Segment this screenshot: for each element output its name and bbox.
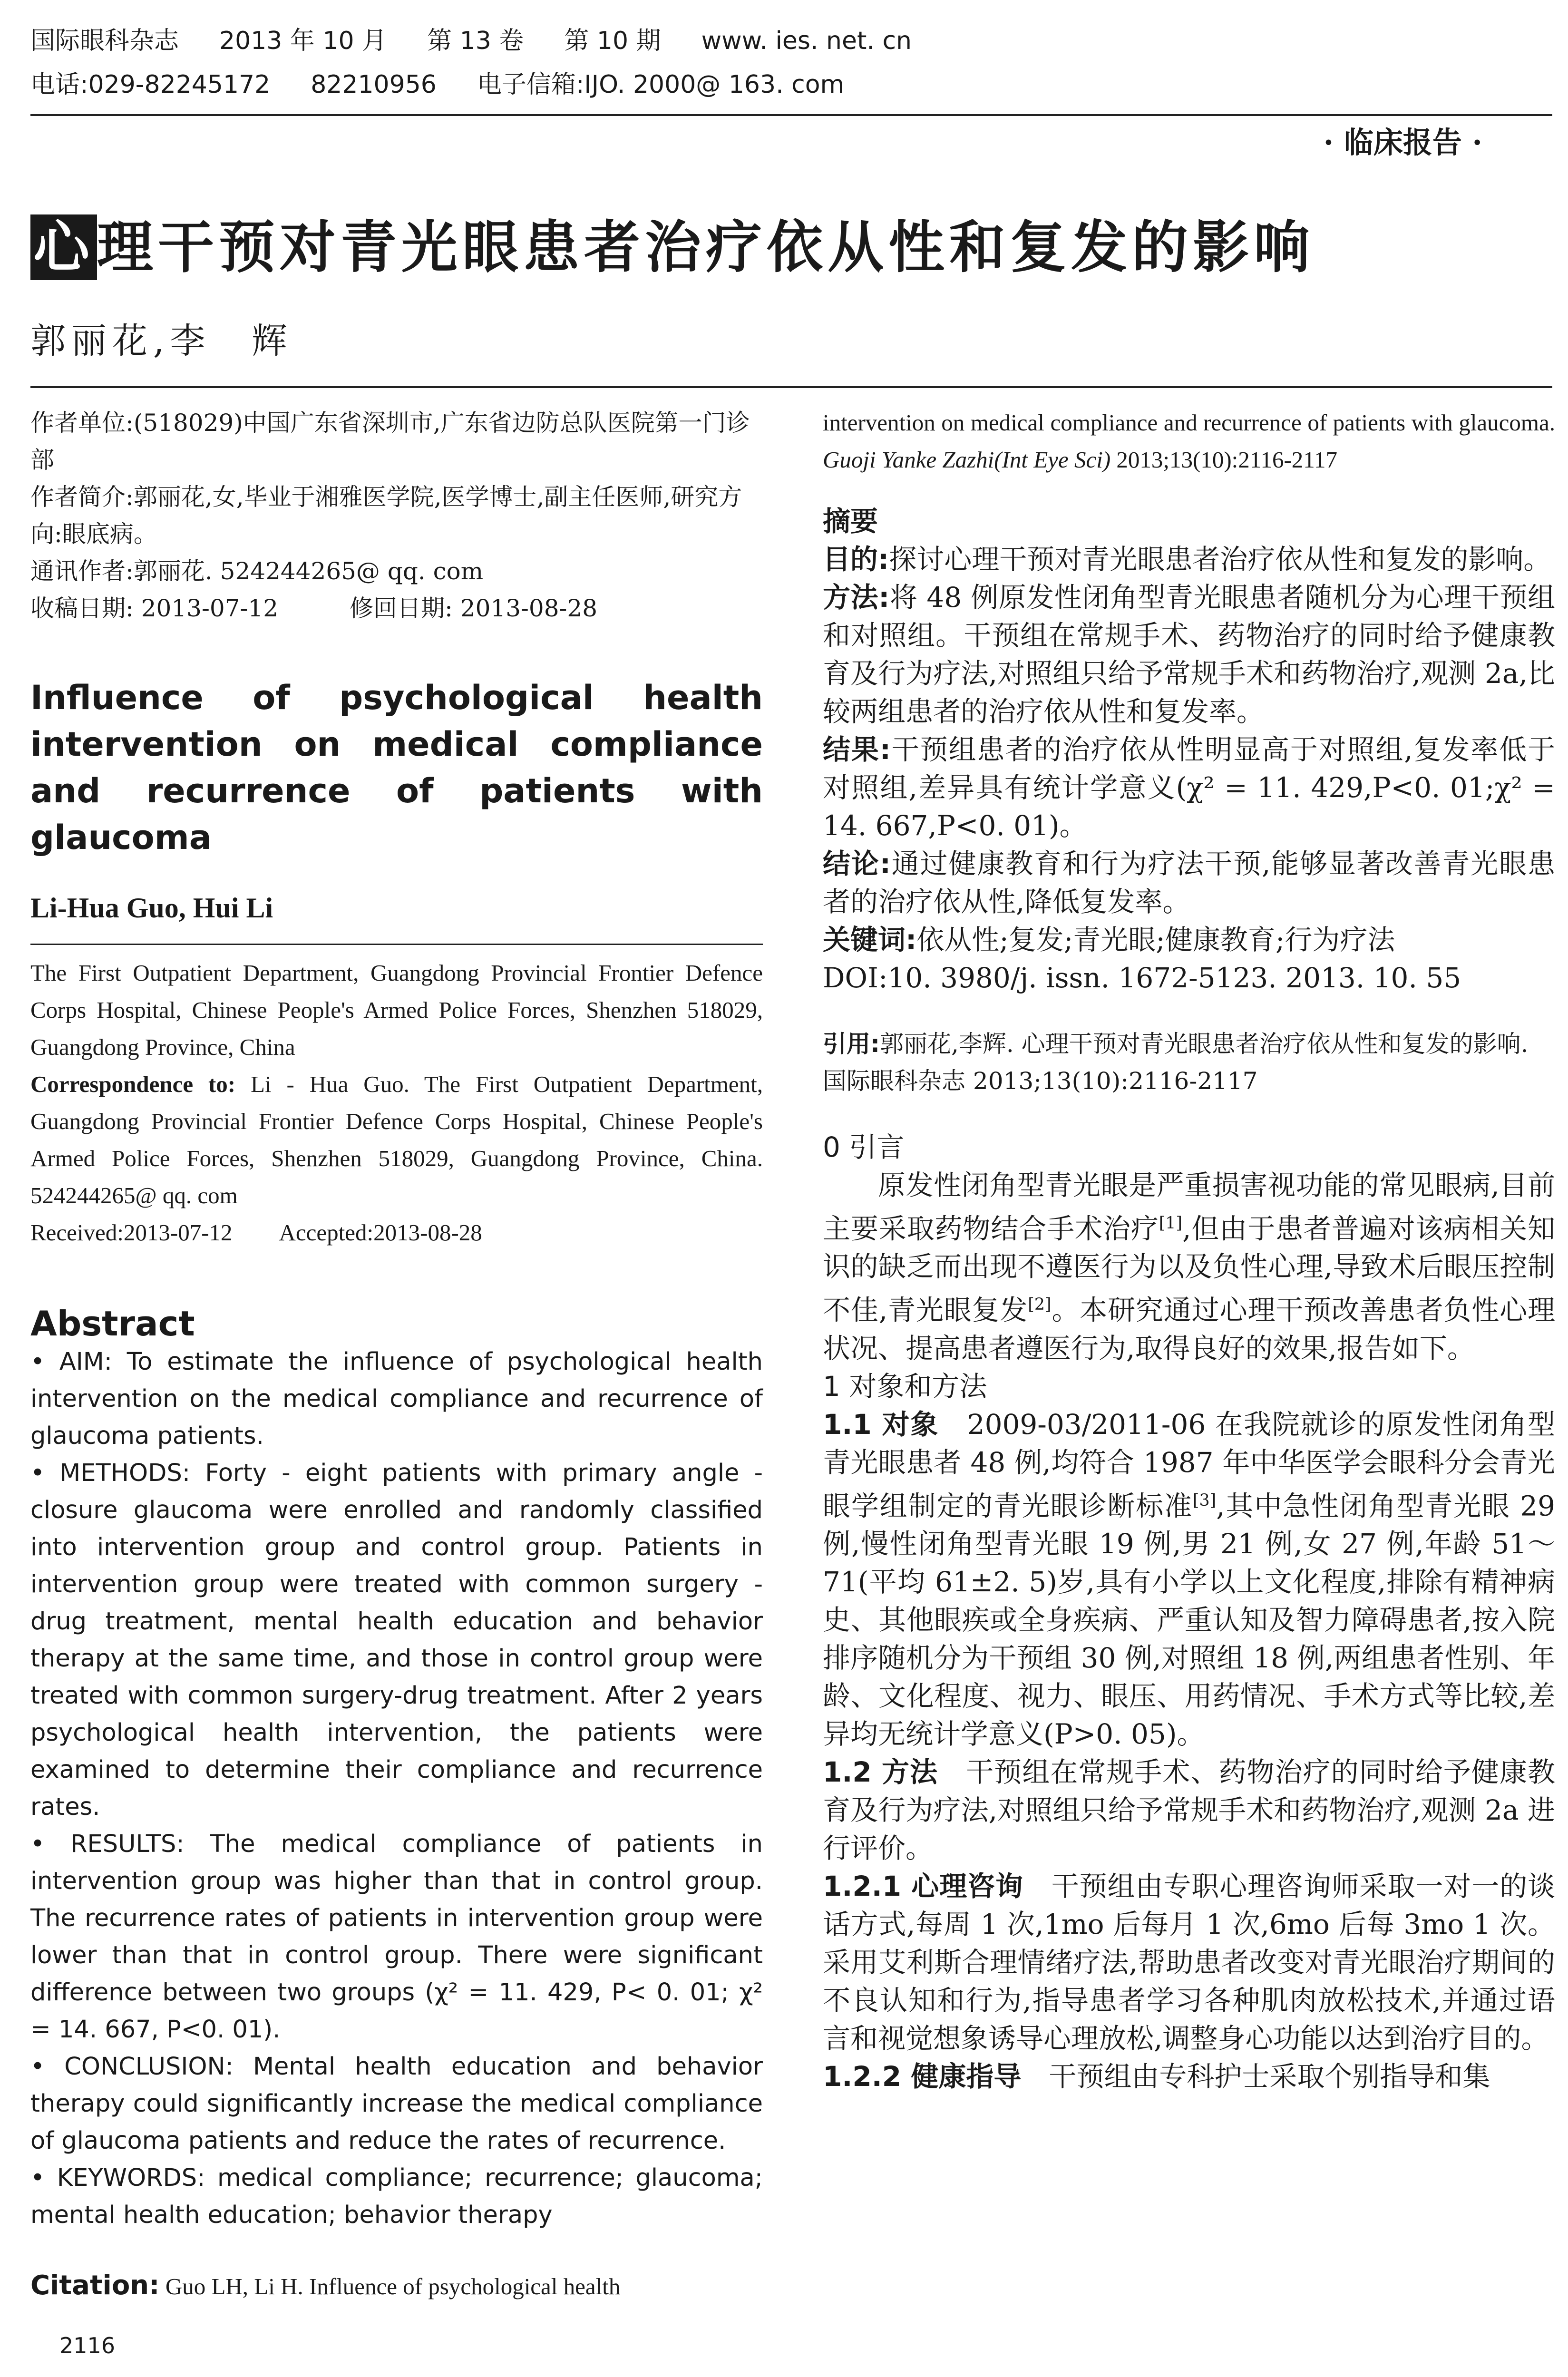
abstract-results: • RESULTS: The medical compliance of patients in intervention group was higher than that in control group. The recurrence rates of patients in intervention group were lower than that in control group. There were significant difference between two groups (χ² = 11. 429, P< 0. 01; χ² = 14. 667, P<0. 01).	[30, 1830, 763, 2044]
issue-date: 2013 年 10 月	[219, 27, 387, 55]
title-rest: 理干预对青光眼患者治疗依从性和复发的影响	[97, 214, 1315, 280]
header-line-2	[30, 63, 1552, 107]
abstract-conclusion: • CONCLUSION: Mental health education and behavior therapy could significantly increase the medical compliance of glaucoma patients and reduce the rates of recurrence.	[30, 2053, 763, 2155]
volume: 第 13 卷	[427, 27, 524, 55]
methods-cn	[823, 578, 1555, 731]
journal-name: 国际眼科杂志	[30, 27, 179, 55]
citation-text: Guo LH, Li H. Influence of psychological health	[159, 2273, 621, 2299]
section-1-2-text: 干预组在常规手术、药物治疗的同时给予健康教育及行为疗法,对照组只给予常规手术和药物治疗,观测 2a 进行评价。	[823, 1755, 1555, 1864]
abstract-keywords: • KEYWORDS: medical compliance; recurrence; glaucoma; mental health education; behavior therapy	[30, 2164, 763, 2229]
authors-cn: 郭丽花,李 辉	[30, 321, 293, 361]
section-1-2-2	[823, 2057, 1555, 2095]
conclusion-cn-label: 结论:	[823, 848, 891, 880]
intro-paragraph	[823, 1166, 1555, 1367]
citation-cont-text: intervention on medical compliance and recurrence of patients with glaucoma.	[823, 409, 1555, 436]
abstract-methods: • METHODS: Forty - eight patients with primary angle - closure glaucoma were enrolled and randomly classified into intervention group and control group. Patients in intervention group were treated with common surgery - drug treatment, mental health education and behavior therapy at the same time, and those in control group were treated with common surgery-drug treatment. After 2 years psychological health intervention, the patients were examined to determine their compliance and recurrence rates.	[30, 1459, 763, 1821]
journal-website: www. ies. net. cn	[701, 27, 912, 55]
correspondence-cn: 通讯作者:郭丽花. 524244265@ qq. com	[30, 557, 484, 585]
phone-2: 82210956	[311, 70, 437, 99]
section-1-1-text-b: ,其中急性闭角型青光眼 29 例,慢性闭角型青光眼 19 例,男 21 例,女 27 例,年龄 51～71(平均 61±2. 5)岁,具有小学以上文化程度,排除有精神病史、其他眼疾或全身疾病、严重认知及智力障碍患者,按入院排序随机分为干预组 30 例,对照组 18 例,两组患者性别、年龄、文化程度、视力、眼压、用药情况、手术方式等比较,差异均无统计学意义(P>0. 05)。	[823, 1489, 1555, 1750]
citation-cn-label: 引用:	[823, 1030, 880, 1058]
email: 电子信箱:IJO. 2000@ 163. com	[477, 70, 845, 99]
author-bio-cn: 作者简介:郭丽花,女,毕业于湘雅医学院,医学博士,副主任医师,研究方向:眼底病。	[30, 483, 742, 548]
journal-header	[30, 19, 1552, 107]
conclusion-cn-text: 通过健康教育和行为疗法干预,能够显著改善青光眼患者的治疗依从性,降低复发率。	[823, 848, 1555, 918]
section-1-1-text-a: 2009-03/2011-06 在我院就诊的原发性闭角型青光眼患者 48 例,均符合 1987 年中华医学会眼科分会青光眼学组制定的青光眼诊断标准	[823, 1408, 1555, 1522]
english-correspondence	[30, 1066, 763, 1214]
citation-cn-text: 郭丽花,李辉. 心理干预对青光眼患者治疗依从性和复发的影响. 国际眼科杂志 2013;13(10):2116-2117	[823, 1030, 1529, 1095]
intro-text-1: 原发性闭角型青光眼是严重损害视功能的常见眼病,目前主要采取药物结合手术治疗	[823, 1169, 1555, 1245]
abstract-aim: • AIM: To estimate the influence of psychological health intervention on the medical compliance and recurrence of glaucoma patients.	[30, 1348, 763, 1450]
affiliation-cn: 作者单位:(518029)中国广东省深圳市,广东省边防总队医院第一门诊部	[30, 409, 750, 474]
english-title: Influence of psychological health intervention on medical compliance and recurrence of patients with glaucoma	[30, 678, 763, 857]
ref-1: [1]	[1159, 1214, 1182, 1233]
abstract-heading: Abstract	[30, 1304, 195, 1344]
title-first-char: 心	[30, 214, 97, 280]
phone: 电话:029-82245172	[30, 70, 271, 99]
right-column	[823, 404, 1555, 2095]
english-dates: Received:2013-07-12 Accepted:2013-08-28	[30, 1219, 482, 1246]
section-1-1-label: 1.1 对象	[823, 1408, 939, 1441]
methods-heading: 1 对象和方法	[823, 1370, 987, 1403]
methods-cn-label: 方法:	[823, 581, 890, 614]
section-1-2-label: 1.2 方法	[823, 1755, 938, 1788]
aim-cn	[823, 540, 1555, 578]
doi: DOI:10. 3980/j. issn. 1672-5123. 2013. 10. 55	[823, 962, 1461, 994]
methods-cn-text: 将 48 例原发性闭角型青光眼患者随机分为心理干预组和对照组。干预组在常规手术、药物治疗的同时给予健康教育及行为疗法,对照组只给予常规手术和药物治疗,观测 2a,比较两组患者的治疗依从性和复发率。	[823, 581, 1555, 728]
keywords-cn-text: 依从性;复发;青光眼;健康教育;行为疗法	[916, 924, 1395, 956]
aim-cn-text: 探讨心理干预对青光眼患者治疗依从性和复发的影响。	[889, 543, 1551, 575]
citation-continued	[823, 404, 1555, 478]
section-1-1	[823, 1405, 1555, 1753]
section-1-2-1-label: 1.2.1 心理咨询	[823, 1870, 1023, 1902]
correspondence-text: Li - Hua Guo. The First Outpatient Department, Guangdong Provincial Frontier Defence Corps Hospital, Chinese People's Armed Police Forces, Shenzhen 518029, Guangdong Province, China. 524244265@ qq. com	[30, 1071, 763, 1208]
citation-journal: Guoji Yanke Zazhi(Int Eye Sci)	[823, 447, 1111, 473]
conclusion-cn	[823, 845, 1555, 921]
results-cn-text: 干预组患者的治疗依从性明显高于对照组,复发率低于对照组,差异具有统计学意义(χ² = 11. 429,P<0. 01;χ² = 14. 667,P<0. 01)。	[823, 733, 1555, 842]
citation-en	[30, 2267, 763, 2305]
header-divider	[30, 114, 1552, 116]
issue-number: 第 10 期	[564, 27, 661, 55]
citation-label: Citation:	[30, 2270, 160, 2301]
title-divider	[30, 386, 1552, 388]
page-number: 2116	[59, 2333, 116, 2358]
intro-heading: 0 引言	[823, 1131, 905, 1163]
ref-3: [3]	[1192, 1490, 1217, 1510]
english-authors: Li-Hua Guo, Hui Li	[30, 892, 273, 924]
intro-text-3: 。本研究通过心理干预改善患者负性心理状况、提高患者遵医行为,取得良好的效果,报告如下。	[823, 1294, 1555, 1364]
section-tag: · 临床报告 ·	[1323, 125, 1482, 160]
left-column	[30, 404, 763, 2305]
dates-cn: 收稿日期: 2013-07-12 修回日期: 2013-08-28	[30, 594, 598, 622]
results-cn	[823, 731, 1555, 845]
citation-cn	[823, 1025, 1555, 1100]
english-affiliation: The First Outpatient Department, Guangdong Provincial Frontier Defence Corps Hospital, Chinese People's Armed Police Forces, Shenzhen 518029, Guangdong Province, China	[30, 960, 763, 1060]
correspondence-label: Correspondence to:	[30, 1071, 236, 1097]
abstract-cn-heading: 摘要	[823, 505, 878, 537]
section-1-2	[823, 1753, 1555, 1867]
keywords-cn-label: 关键词:	[823, 924, 917, 956]
section-1-2-2-text: 干预组由专科护士采取个别指导和集	[1021, 2060, 1490, 2093]
aim-cn-label: 目的:	[823, 543, 889, 575]
results-cn-label: 结果:	[823, 733, 891, 766]
intro-text-2: ,但由于患者普遍对该病相关知识的缺乏而出现不遵医行为以及负性心理,导致术后眼压控制不佳,青光眼复发	[823, 1212, 1555, 1326]
section-1-2-2-label: 1.2.2 健康指导	[823, 2060, 1022, 2093]
keywords-cn	[823, 921, 1555, 959]
citation-tail: 2013;13(10):2116-2117	[1110, 447, 1337, 473]
article-title	[30, 202, 1315, 283]
section-1-2-1-text: 干预组由专职心理咨询师采取一对一的谈话方式,每周 1 次,1mo 后每月 1 次,6mo 后每 3mo 1 次。采用艾利斯合理情绪疗法,帮助患者改变对青光眼治疗期间的不良认知和行为,指导患者学习各种肌肉放松技术,并通过语言和视觉想象诱导心理放松,调整身心功能以达到治疗目的。	[823, 1870, 1555, 2055]
section-1-2-1	[823, 1867, 1555, 2057]
ref-2: [2]	[1028, 1295, 1052, 1315]
header-line-1	[30, 19, 1552, 63]
